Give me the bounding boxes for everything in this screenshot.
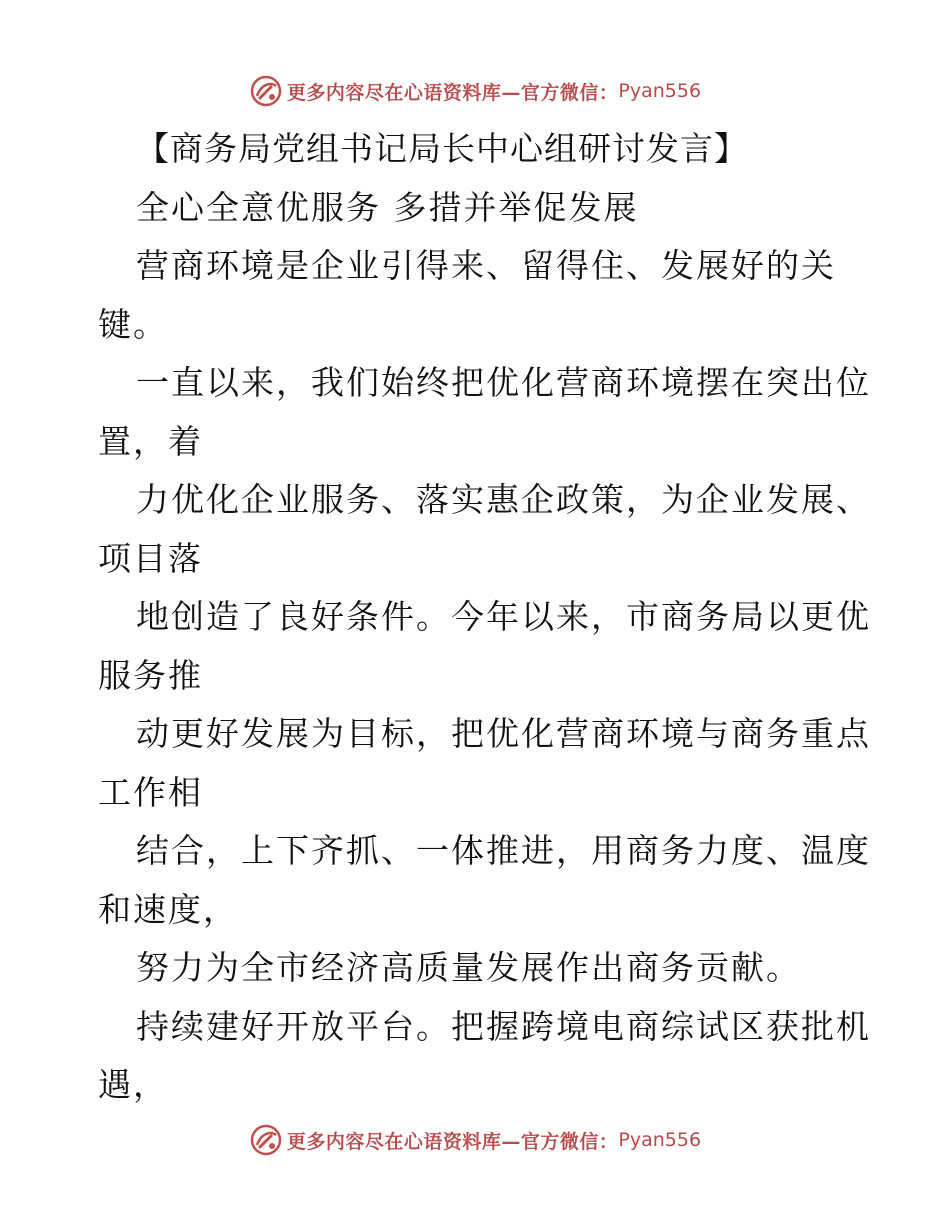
paragraph-line: 努力为全市经济高质量发展作出商务贡献。 — [136, 948, 801, 987]
watermark-wechat-id: Pyan556 — [618, 1129, 702, 1151]
paragraph-line: 结合，上下齐抓、一体推进，用商务力度、温度 — [136, 831, 871, 870]
document-title: 【商务局党组书记局长中心组研讨发言】 — [136, 129, 748, 168]
paragraph-line: 动更好发展为目标，把优化营商环境与商务重点 — [136, 714, 871, 753]
paragraph-line: 一直以来，我们始终把优化营商环境摆在突出位 — [136, 363, 871, 402]
watermark-wechat-id: Pyan556 — [618, 80, 702, 102]
document-subtitle: 全心全意优服务 多措并举促发展 — [136, 187, 639, 227]
paragraph-line: 力优化企业服务、落实惠企政策，为企业发展、 — [136, 480, 871, 519]
paragraph-line: 工作相 — [98, 772, 203, 812]
paragraph-line: 项目落 — [98, 538, 203, 578]
paragraph-line: 遇， — [98, 1065, 168, 1104]
paragraph-line: 营商环境是企业引得来、留得住、发展好的关 — [136, 246, 836, 285]
paragraph-line: 持续建好开放平台。把握跨境电商综试区获批机 — [136, 1006, 871, 1046]
footer-watermark — [0, 1120, 950, 1160]
brand-logo-icon — [249, 1123, 283, 1157]
paragraph-line: 和速度， — [98, 889, 238, 929]
header-watermark — [0, 71, 950, 111]
paragraph-line: 服务推 — [98, 655, 203, 695]
document-body — [98, 120, 871, 1115]
paragraph-line: 置，着 — [98, 421, 203, 461]
paragraph-line: 键。 — [98, 304, 168, 344]
paragraph-line: 地创造了良好条件。今年以来，市商务局以更优 — [136, 597, 871, 636]
watermark-text: 更多内容尽在心语资料库—官方微信： — [286, 1130, 619, 1153]
brand-logo-icon — [249, 74, 283, 108]
watermark-text: 更多内容尽在心语资料库—官方微信： — [286, 81, 619, 104]
